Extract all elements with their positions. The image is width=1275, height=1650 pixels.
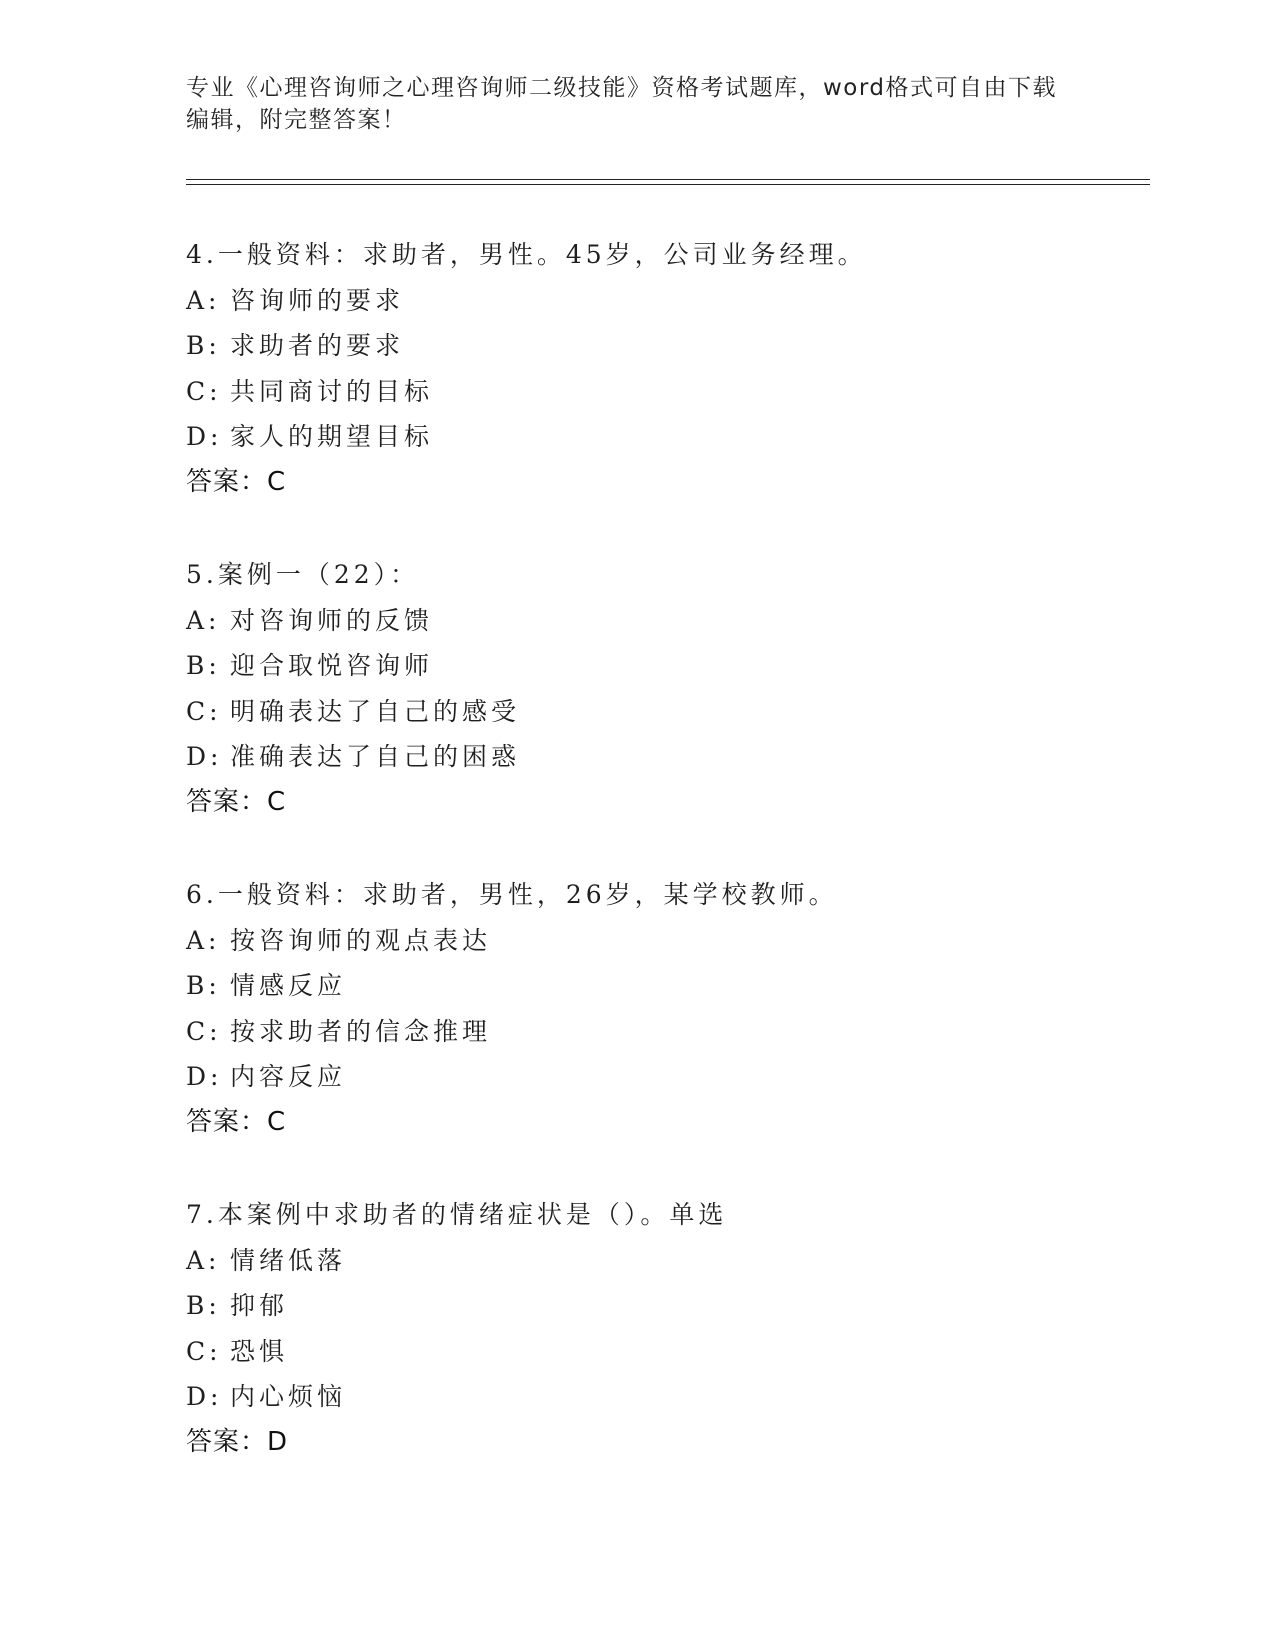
question-7 [186, 1192, 1086, 1465]
option-text: 情绪低落 [230, 1245, 347, 1275]
option-key: B: [186, 331, 221, 360]
header-divider-bottom [186, 184, 1150, 185]
option-a [186, 918, 1086, 964]
option-key: D: [186, 1062, 223, 1091]
option-b [186, 323, 1086, 369]
option-text: 按求助者的信念推理 [230, 1016, 492, 1046]
header-line-1: 专业《心理咨询师之心理咨询师二级技能》资格考试题库，word格式可自由下载 [186, 75, 1058, 101]
option-text: 抑郁 [230, 1291, 289, 1320]
option-key: A: [186, 285, 221, 315]
option-a [186, 1238, 1086, 1284]
document-header [186, 72, 1086, 136]
option-text: 迎合取悦咨询师 [230, 651, 434, 680]
question-stem: 4.一般资料：求助者，男性。45岁，公司业务经理。 [186, 240, 867, 269]
question-stem: 5.案例一（22）： [186, 560, 420, 589]
question-stem: 6.一般资料：求助者，男性，26岁，某学校教师。 [186, 880, 838, 909]
option-key: B: [186, 1291, 221, 1320]
option-text: 情感反应 [230, 971, 347, 1000]
header-divider-top [186, 179, 1150, 180]
option-text: 咨询师的要求 [230, 285, 405, 315]
option-key: D: [186, 422, 223, 451]
option-text: 内心烦恼 [230, 1382, 347, 1411]
option-text: 恐惧 [230, 1336, 289, 1366]
option-d [186, 1374, 1086, 1420]
option-text: 求助者的要求 [230, 331, 405, 360]
option-key: C: [186, 696, 222, 726]
option-key: C: [186, 376, 222, 406]
option-a [186, 278, 1086, 324]
question-4 [186, 232, 1086, 505]
header-line-2: 编辑，附完整答案！ [186, 107, 407, 133]
option-key: C: [186, 1336, 222, 1366]
option-key: A: [186, 1245, 221, 1275]
option-text: 对咨询师的反馈 [230, 605, 434, 635]
option-c [186, 1329, 1086, 1375]
option-key: C: [186, 1016, 222, 1046]
answer: 答案：C [186, 466, 287, 497]
option-a [186, 598, 1086, 644]
option-text: 家人的期望目标 [230, 422, 434, 451]
option-key: B: [186, 971, 221, 1000]
question-6 [186, 872, 1086, 1145]
question-5 [186, 552, 1086, 825]
answer: 答案：C [186, 786, 287, 817]
answer: 答案：C [186, 1106, 287, 1137]
option-d [186, 414, 1086, 460]
option-c [186, 369, 1086, 415]
option-text: 内容反应 [230, 1062, 347, 1091]
option-d [186, 1054, 1086, 1100]
option-key: B: [186, 651, 221, 680]
option-text: 共同商讨的目标 [230, 376, 434, 406]
option-key: A: [186, 605, 221, 635]
option-text: 明确表达了自己的感受 [230, 696, 521, 726]
option-c [186, 689, 1086, 735]
option-b [186, 1283, 1086, 1329]
option-key: A: [186, 925, 221, 955]
option-key: D: [186, 1382, 223, 1411]
option-b [186, 643, 1086, 689]
option-key: D: [186, 742, 223, 771]
option-c [186, 1009, 1086, 1055]
question-stem: 7.本案例中求助者的情绪症状是（）。单选 [186, 1200, 728, 1229]
option-d [186, 734, 1086, 780]
option-b [186, 963, 1086, 1009]
answer: 答案：D [186, 1426, 289, 1457]
option-text: 按咨询师的观点表达 [230, 925, 492, 955]
option-text: 准确表达了自己的困惑 [230, 742, 521, 771]
